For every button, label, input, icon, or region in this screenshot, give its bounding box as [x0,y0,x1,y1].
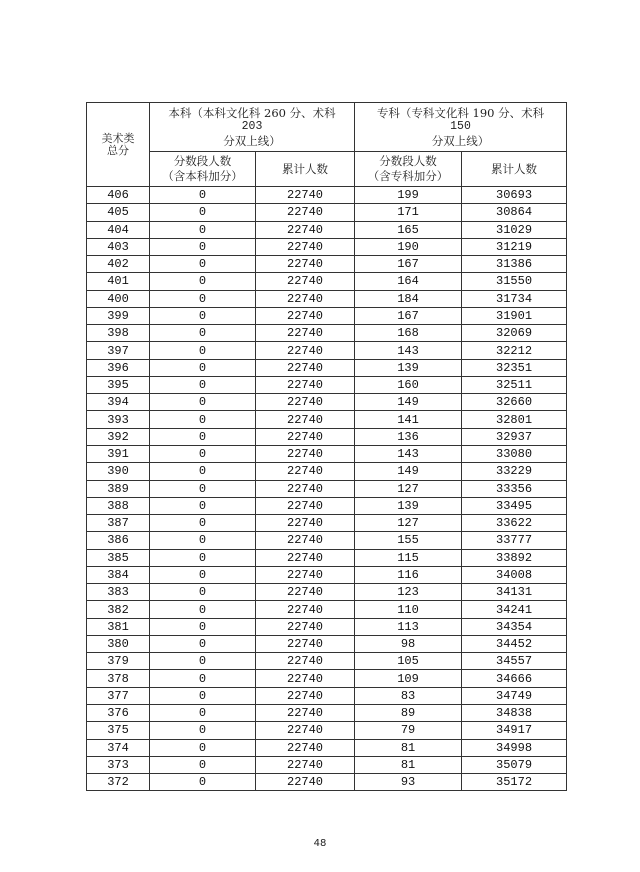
header-zhuanke [355,103,567,152]
cell-benke-cumulative: 22740 [256,670,355,687]
cell-zhuanke-cumulative: 34666 [462,670,567,687]
cell-zhuanke-segment-count: 136 [355,428,462,445]
cell-zhuanke-cumulative: 33356 [462,480,567,497]
cell-zhuanke-cumulative: 33777 [462,532,567,549]
cell-zhuanke-cumulative: 34557 [462,653,567,670]
cell-benke-segment-count: 0 [150,411,256,428]
table-row [87,480,567,497]
table-row [87,376,567,393]
cell-benke-segment-count: 0 [150,325,256,342]
header-category-line1: 美术类 [101,131,135,145]
cell-score: 402 [87,256,150,273]
cell-benke-segment-count: 0 [150,376,256,393]
cell-benke-cumulative: 22740 [256,428,355,445]
cell-benke-cumulative: 22740 [256,411,355,428]
header-zhuanke-line2: 150 [450,120,471,133]
cell-zhuanke-segment-count: 81 [355,739,462,756]
cell-zhuanke-cumulative: 33080 [462,445,567,462]
cell-score: 374 [87,739,150,756]
cell-benke-cumulative: 22740 [256,342,355,359]
cell-zhuanke-segment-count: 167 [355,307,462,324]
cell-score: 375 [87,722,150,739]
cell-score: 385 [87,549,150,566]
table-row [87,307,567,324]
cell-zhuanke-cumulative: 31901 [462,307,567,324]
cell-score: 401 [87,273,150,290]
cell-zhuanke-segment-count: 149 [355,394,462,411]
cell-score: 393 [87,411,150,428]
cell-zhuanke-cumulative: 34354 [462,618,567,635]
cell-zhuanke-cumulative: 32069 [462,325,567,342]
cell-benke-cumulative: 22740 [256,445,355,462]
cell-zhuanke-cumulative: 33495 [462,497,567,514]
cell-benke-segment-count: 0 [150,187,256,204]
cell-zhuanke-segment-count: 168 [355,325,462,342]
table-row [87,670,567,687]
cell-zhuanke-cumulative: 33892 [462,549,567,566]
cell-score: 372 [87,774,150,791]
cell-score: 388 [87,497,150,514]
cell-benke-segment-count: 0 [150,497,256,514]
table-row [87,463,567,480]
cell-zhuanke-cumulative: 31386 [462,256,567,273]
header-zhuanke-line1: 专科（专科文化科 190 分、术科 [376,106,545,120]
cell-zhuanke-segment-count: 143 [355,445,462,462]
cell-zhuanke-segment-count: 141 [355,411,462,428]
cell-benke-segment-count: 0 [150,445,256,462]
cell-benke-segment-count: 0 [150,273,256,290]
cell-zhuanke-cumulative: 32511 [462,376,567,393]
cell-zhuanke-segment-count: 89 [355,704,462,721]
cell-benke-cumulative: 22740 [256,376,355,393]
cell-zhuanke-segment-count: 123 [355,584,462,601]
cell-score: 400 [87,290,150,307]
header-zhuanke-segment-line2: （含专科加分） [367,169,449,183]
cell-zhuanke-segment-count: 149 [355,463,462,480]
table-row [87,238,567,255]
cell-zhuanke-cumulative: 30864 [462,204,567,221]
cell-score: 376 [87,704,150,721]
cell-benke-cumulative: 22740 [256,774,355,791]
table-row [87,549,567,566]
table-row [87,687,567,704]
cell-benke-cumulative: 22740 [256,480,355,497]
cell-benke-segment-count: 0 [150,722,256,739]
cell-benke-segment-count: 0 [150,256,256,273]
header-benke-segment-line2: （含本科加分） [162,169,243,183]
cell-zhuanke-cumulative: 34241 [462,601,567,618]
header-zhuanke-cumulative: 累计人数 [462,152,567,187]
cell-zhuanke-segment-count: 81 [355,756,462,773]
cell-score: 381 [87,618,150,635]
table-row [87,515,567,532]
table-row [87,653,567,670]
table-row [87,618,567,635]
table-row [87,739,567,756]
cell-benke-cumulative: 22740 [256,307,355,324]
cell-score: 394 [87,394,150,411]
cell-benke-cumulative: 22740 [256,256,355,273]
header-zhuanke-line3: 分双上线） [431,134,490,148]
cell-score: 395 [87,376,150,393]
cell-score: 397 [87,342,150,359]
cell-benke-segment-count: 0 [150,739,256,756]
cell-benke-cumulative: 22740 [256,290,355,307]
cell-score: 373 [87,756,150,773]
cell-score: 382 [87,601,150,618]
cell-benke-cumulative: 22740 [256,497,355,514]
table-row [87,722,567,739]
cell-zhuanke-cumulative: 34131 [462,584,567,601]
cell-benke-cumulative: 22740 [256,722,355,739]
cell-zhuanke-segment-count: 164 [355,273,462,290]
cell-zhuanke-cumulative: 31550 [462,273,567,290]
table-row [87,273,567,290]
cell-zhuanke-segment-count: 109 [355,670,462,687]
cell-benke-segment-count: 0 [150,687,256,704]
cell-score: 390 [87,463,150,480]
cell-zhuanke-cumulative: 32351 [462,359,567,376]
header-row-sub [87,152,567,187]
cell-score: 379 [87,653,150,670]
table-row [87,532,567,549]
header-zhuanke-segment-line1: 分数段人数 [379,154,437,168]
cell-zhuanke-segment-count: 171 [355,204,462,221]
cell-zhuanke-cumulative: 34749 [462,687,567,704]
cell-zhuanke-segment-count: 184 [355,290,462,307]
cell-zhuanke-cumulative: 33229 [462,463,567,480]
table-row [87,256,567,273]
cell-score: 403 [87,238,150,255]
cell-benke-segment-count: 0 [150,204,256,221]
cell-benke-segment-count: 0 [150,238,256,255]
cell-zhuanke-cumulative: 34998 [462,739,567,756]
cell-score: 392 [87,428,150,445]
table-row [87,342,567,359]
cell-zhuanke-cumulative: 32937 [462,428,567,445]
cell-zhuanke-segment-count: 98 [355,635,462,652]
cell-zhuanke-cumulative: 35079 [462,756,567,773]
cell-zhuanke-cumulative: 34008 [462,566,567,583]
page-number: 48 [313,838,327,849]
cell-benke-segment-count: 0 [150,515,256,532]
cell-zhuanke-segment-count: 115 [355,549,462,566]
cell-benke-segment-count: 0 [150,221,256,238]
cell-zhuanke-cumulative: 31734 [462,290,567,307]
cell-benke-cumulative: 22740 [256,204,355,221]
cell-benke-cumulative: 22740 [256,635,355,652]
cell-zhuanke-cumulative: 30693 [462,187,567,204]
table-row [87,290,567,307]
table-row [87,635,567,652]
cell-zhuanke-cumulative: 31029 [462,221,567,238]
cell-zhuanke-cumulative: 34452 [462,635,567,652]
cell-score: 383 [87,584,150,601]
cell-zhuanke-segment-count: 127 [355,515,462,532]
cell-zhuanke-cumulative: 32660 [462,394,567,411]
cell-benke-cumulative: 22740 [256,187,355,204]
cell-benke-segment-count: 0 [150,584,256,601]
cell-score: 380 [87,635,150,652]
cell-benke-segment-count: 0 [150,635,256,652]
cell-zhuanke-segment-count: 110 [355,601,462,618]
cell-score: 404 [87,221,150,238]
table-row [87,704,567,721]
cell-zhuanke-segment-count: 105 [355,653,462,670]
cell-zhuanke-segment-count: 190 [355,238,462,255]
cell-benke-cumulative: 22740 [256,739,355,756]
cell-benke-segment-count: 0 [150,342,256,359]
cell-benke-segment-count: 0 [150,774,256,791]
cell-benke-cumulative: 22740 [256,549,355,566]
cell-benke-segment-count: 0 [150,670,256,687]
cell-score: 377 [87,687,150,704]
header-benke-cumulative: 累计人数 [256,152,355,187]
cell-zhuanke-segment-count: 127 [355,480,462,497]
cell-zhuanke-segment-count: 160 [355,376,462,393]
table-row [87,221,567,238]
cell-benke-segment-count: 0 [150,428,256,445]
cell-zhuanke-cumulative: 33622 [462,515,567,532]
cell-benke-cumulative: 22740 [256,756,355,773]
cell-benke-segment-count: 0 [150,653,256,670]
cell-benke-segment-count: 0 [150,601,256,618]
cell-zhuanke-segment-count: 155 [355,532,462,549]
cell-score: 398 [87,325,150,342]
cell-zhuanke-segment-count: 113 [355,618,462,635]
cell-benke-segment-count: 0 [150,290,256,307]
header-benke-line3: 分双上线） [223,134,281,148]
header-benke-segment-line1: 分数段人数 [173,154,232,168]
cell-zhuanke-cumulative: 32801 [462,411,567,428]
cell-zhuanke-cumulative: 34838 [462,704,567,721]
score-distribution-table [86,102,567,791]
cell-score: 389 [87,480,150,497]
cell-score: 384 [87,566,150,583]
cell-benke-segment-count: 0 [150,463,256,480]
cell-zhuanke-segment-count: 165 [355,221,462,238]
cell-zhuanke-segment-count: 143 [355,342,462,359]
table-row [87,601,567,618]
cell-benke-cumulative: 22740 [256,687,355,704]
cell-zhuanke-segment-count: 139 [355,359,462,376]
cell-score: 396 [87,359,150,376]
cell-zhuanke-cumulative: 32212 [462,342,567,359]
cell-score: 406 [87,187,150,204]
cell-benke-cumulative: 22740 [256,273,355,290]
cell-benke-cumulative: 22740 [256,463,355,480]
cell-benke-segment-count: 0 [150,480,256,497]
cell-benke-cumulative: 22740 [256,601,355,618]
table-row [87,584,567,601]
header-benke-line2: 203 [241,120,263,133]
cell-benke-segment-count: 0 [150,704,256,721]
cell-benke-segment-count: 0 [150,566,256,583]
header-category-line2: 总分 [107,143,129,157]
cell-score: 391 [87,445,150,462]
table-row [87,359,567,376]
cell-benke-segment-count: 0 [150,307,256,324]
header-benke-line1: 本科（本科文化科 260 分、术科 [168,106,336,120]
cell-score: 399 [87,307,150,324]
table-row [87,445,567,462]
table-row [87,428,567,445]
cell-zhuanke-cumulative: 34917 [462,722,567,739]
cell-zhuanke-segment-count: 79 [355,722,462,739]
cell-score: 378 [87,670,150,687]
header-benke-segment [150,152,256,187]
cell-benke-segment-count: 0 [150,549,256,566]
cell-benke-cumulative: 22740 [256,584,355,601]
cell-zhuanke-cumulative: 35172 [462,774,567,791]
cell-benke-cumulative: 22740 [256,394,355,411]
cell-benke-segment-count: 0 [150,618,256,635]
cell-zhuanke-segment-count: 199 [355,187,462,204]
cell-benke-cumulative: 22740 [256,653,355,670]
table-row [87,566,567,583]
cell-benke-segment-count: 0 [150,532,256,549]
cell-score: 405 [87,204,150,221]
header-zhuanke-segment [355,152,462,187]
cell-benke-cumulative: 22740 [256,566,355,583]
table-row [87,394,567,411]
cell-benke-cumulative: 22740 [256,532,355,549]
cell-zhuanke-segment-count: 116 [355,566,462,583]
cell-benke-cumulative: 22740 [256,325,355,342]
table-row [87,774,567,791]
cell-zhuanke-segment-count: 167 [355,256,462,273]
cell-benke-segment-count: 0 [150,394,256,411]
cell-zhuanke-segment-count: 83 [355,687,462,704]
cell-zhuanke-segment-count: 139 [355,497,462,514]
cell-score: 386 [87,532,150,549]
cell-zhuanke-cumulative: 31219 [462,238,567,255]
table-row [87,756,567,773]
cell-zhuanke-segment-count: 93 [355,774,462,791]
header-row-groups [87,103,567,152]
table-row [87,411,567,428]
table-row [87,497,567,514]
header-category [87,103,150,187]
table-row [87,204,567,221]
cell-benke-cumulative: 22740 [256,704,355,721]
table-row [87,325,567,342]
cell-score: 387 [87,515,150,532]
table-row [87,187,567,204]
header-benke [150,103,355,152]
table-body [87,187,567,791]
cell-benke-cumulative: 22740 [256,618,355,635]
cell-benke-cumulative: 22740 [256,359,355,376]
cell-benke-cumulative: 22740 [256,221,355,238]
cell-benke-cumulative: 22740 [256,238,355,255]
table-header [87,103,567,187]
cell-benke-cumulative: 22740 [256,515,355,532]
cell-benke-segment-count: 0 [150,756,256,773]
cell-benke-segment-count: 0 [150,359,256,376]
